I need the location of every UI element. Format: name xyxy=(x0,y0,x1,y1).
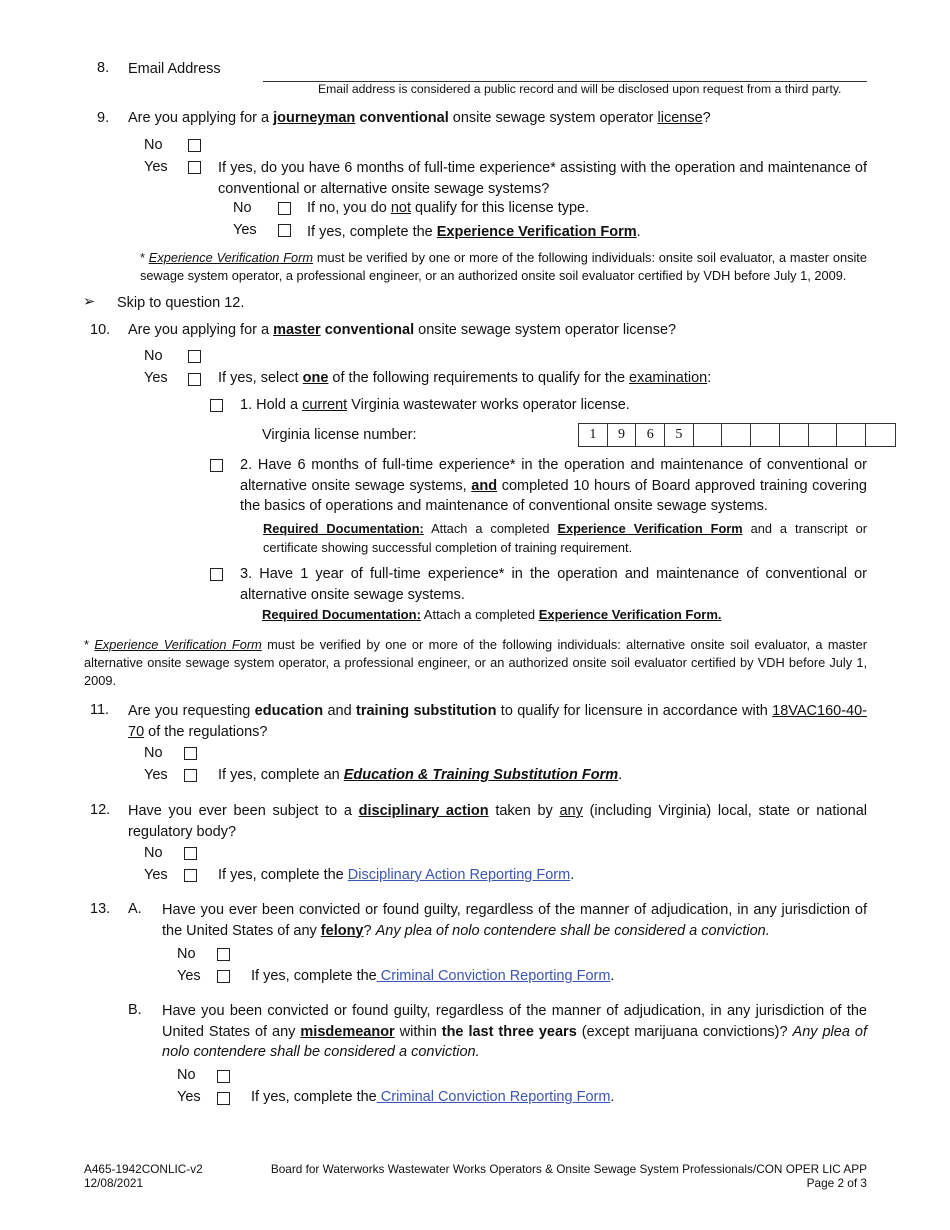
q10-no-label: No xyxy=(144,348,163,364)
license-number-label: Virginia license number: xyxy=(262,427,417,443)
footer-date: 12/08/2021 xyxy=(84,1176,144,1190)
q9-no-label: No xyxy=(144,137,163,153)
q11-question: Are you requesting education and training substitution to qualify for licensure in accordance with 18VAC160-40-70 of the regulations? xyxy=(128,703,867,740)
q13-number: 13. xyxy=(90,901,111,917)
q10-option3-documentation: Required Documentation: Attach a completed Experience Verification Form. xyxy=(262,607,722,622)
license-number-field[interactable] xyxy=(578,423,896,447)
q12-yes-checkbox[interactable] xyxy=(184,869,197,882)
q10-no-checkbox[interactable] xyxy=(188,350,201,363)
license-digit: 1 xyxy=(579,424,608,446)
q9-sub-yes-label: Yes xyxy=(233,222,257,238)
q12-question: Have you ever been subject to a disciplinary action taken by any (including Virginia) local, state or national regulatory body? xyxy=(128,803,867,840)
license-digit: 5 xyxy=(665,424,694,446)
q9-sub-yes-text: If yes, complete the Experience Verification Form. xyxy=(307,224,641,240)
q9-number: 9. xyxy=(97,110,110,126)
q13b-question: Have you been convicted or found guilty, regardless of the manner of adjudication, in any jurisdiction of the United States of any misdemeanor within the last three years (except marijuana convictions)? Any plea of nolo contendere shall be considered a conviction. xyxy=(162,1003,867,1060)
footer-board: Board for Waterworks Wastewater Works Operators & Onsite Sewage System Professionals/CON OPER LIC APP xyxy=(270,1162,867,1176)
skip-arrow-icon: ➢ xyxy=(83,294,96,310)
q12-yes-text: If yes, complete the Disciplinary Action Reporting Form. xyxy=(218,867,575,883)
q13a-no-label: No xyxy=(177,946,196,962)
q12-no-checkbox[interactable] xyxy=(184,847,197,860)
license-digit xyxy=(809,424,838,446)
q10-question: Are you applying for a master conventional onsite sewage system operator license? xyxy=(128,322,677,338)
q9-yes-checkbox[interactable] xyxy=(188,161,201,174)
q11-yes-checkbox[interactable] xyxy=(184,769,197,782)
q12-yes-label: Yes xyxy=(144,867,168,883)
q11-no-label: No xyxy=(144,745,163,761)
q10-footnote: * Experience Verification Form must be verified by one or more of the following individuals: alternative onsite soil evaluator, a master alternative onsite sewage system operator, a professional engineer, or an authorized onsite soil evaluator certified by VDH before July 1, 2009. xyxy=(84,637,867,688)
q10-yes-checkbox[interactable] xyxy=(188,373,201,386)
q8-label: Email Address xyxy=(128,61,221,77)
email-public-record-note: Email address is considered a public record and will be disclosed upon request from a third party. xyxy=(318,82,842,96)
criminal-conviction-form-link[interactable]: Criminal Conviction Reporting Form xyxy=(376,1089,611,1105)
license-digit xyxy=(694,424,723,446)
q10-option1-text: 1. Hold a current Virginia wastewater works operator license. xyxy=(240,397,630,413)
q10-option1-checkbox[interactable] xyxy=(210,399,223,412)
q13a-yes-checkbox[interactable] xyxy=(217,970,230,983)
q10-option2-documentation: Required Documentation: Attach a completed Experience Verification Form and a transcript or certificate showing successful completion of training requirement. xyxy=(263,521,867,555)
skip-instruction: Skip to question 12. xyxy=(117,295,245,311)
q11-number: 11. xyxy=(90,702,110,718)
license-digit xyxy=(837,424,866,446)
q10-option2-text: 2. Have 6 months of full-time experience* in the operation and maintenance of conventional or alternative onsite sewage systems, and completed 10 hours of Board approved training covering the basics of operations and maintenance of conventional onsite sewage systems. xyxy=(240,457,867,514)
license-digit: 9 xyxy=(608,424,637,446)
q10-yes-label: Yes xyxy=(144,370,168,386)
q10-number: 10. xyxy=(90,322,111,338)
q12-no-label: No xyxy=(144,845,163,861)
q9-sub-yes-checkbox[interactable] xyxy=(278,224,291,237)
q10-option2-checkbox[interactable] xyxy=(210,459,223,472)
q12-number: 12. xyxy=(90,802,111,818)
criminal-conviction-form-link[interactable]: Criminal Conviction Reporting Form xyxy=(376,968,611,984)
q13a-yes-label: Yes xyxy=(177,968,201,984)
q9-yes-label: Yes xyxy=(144,159,168,175)
license-digit: 6 xyxy=(636,424,665,446)
license-digit xyxy=(751,424,780,446)
q9-footnote: * Experience Verification Form must be verified by one or more of the following individuals: onsite soil evaluator, a master onsite sewage system operator, a professional engineer, or an authorized onsite soil evaluator certified by VDH before July 1, 2009. xyxy=(140,250,867,283)
footer-form-id: A465-1942CONLIC-v2 xyxy=(84,1162,203,1176)
q11-no-checkbox[interactable] xyxy=(184,747,197,760)
q13a-question: Have you ever been convicted or found guilty, regardless of the manner of adjudication, in any jurisdiction of the United States of any felony? Any plea of nolo contendere shall be considered a conviction. xyxy=(162,902,867,939)
q9-sub-no-label: No xyxy=(233,200,252,216)
q13b-yes-label: Yes xyxy=(177,1089,201,1105)
q13b-yes-text: If yes, complete the Criminal Conviction Reporting Form. xyxy=(251,1089,615,1105)
q8-number: 8. xyxy=(97,60,110,76)
q13a-letter: A. xyxy=(128,901,142,917)
q13b-yes-checkbox[interactable] xyxy=(217,1092,230,1105)
license-digit xyxy=(780,424,809,446)
q9-no-checkbox[interactable] xyxy=(188,139,201,152)
q13a-yes-text: If yes, complete the Criminal Conviction Reporting Form. xyxy=(251,968,615,984)
license-digit xyxy=(722,424,751,446)
q10-option3-checkbox[interactable] xyxy=(210,568,223,581)
email-input[interactable] xyxy=(263,63,867,82)
q13b-no-label: No xyxy=(177,1067,196,1083)
q13a-no-checkbox[interactable] xyxy=(217,948,230,961)
license-digit xyxy=(866,424,895,446)
footer-page-number: Page 2 of 3 xyxy=(806,1176,867,1190)
q9-question: Are you applying for a journeyman conventional onsite sewage system operator license? xyxy=(128,110,711,126)
q11-yes-label: Yes xyxy=(144,767,168,783)
q9-yes-text: If yes, do you have 6 months of full-time experience* assisting with the operation and maintenance of conventional or alternative onsite sewage systems? xyxy=(218,160,867,197)
q10-option3-text: 3. Have 1 year of full-time experience* in the operation and maintenance of conventional or alternative onsite sewage systems. xyxy=(240,566,867,603)
q10-yes-text: If yes, select one of the following requirements to qualify for the examination: xyxy=(218,370,712,386)
q13b-no-checkbox[interactable] xyxy=(217,1070,230,1083)
q9-sub-no-checkbox[interactable] xyxy=(278,202,291,215)
q11-yes-text: If yes, complete an Education & Training Substitution Form. xyxy=(218,767,623,783)
q13b-letter: B. xyxy=(128,1002,142,1018)
q9-sub-no-text: If no, you do not qualify for this license type. xyxy=(307,200,590,216)
disciplinary-action-form-link[interactable]: Disciplinary Action Reporting Form xyxy=(347,867,571,883)
